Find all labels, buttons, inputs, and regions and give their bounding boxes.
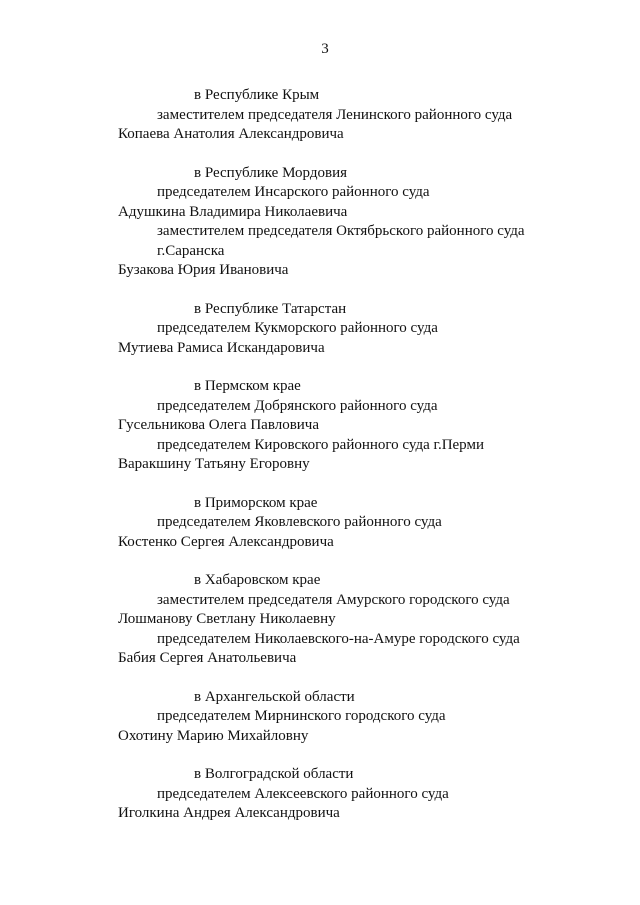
position-line: председателем Добрянского районного суда	[157, 397, 438, 414]
position-line: заместителем председателя Октябрьского районного суда	[157, 223, 525, 239]
position-line: заместителем председателя Амурского городского суда	[157, 591, 510, 608]
person-name: Адушкина Владимира Николаевича	[118, 203, 348, 220]
position-line: председателем Кировского районного суда г.Перми	[157, 436, 484, 453]
person-name: Лошманову Светлану Николаевну	[118, 611, 336, 627]
region-heading: в Хабаровском крае	[194, 572, 321, 588]
person-name: Мутиева Рамиса Искандаровича	[118, 339, 325, 356]
section-volgograd-oblast	[118, 765, 588, 824]
person-name: Охотину Марию Михайловну	[118, 727, 309, 744]
position-line: председателем Яковлевского районного суда	[157, 514, 442, 530]
position-line: председателем Мирнинского городского суда	[157, 708, 446, 724]
position-line: председателем Кукморского районного суда	[157, 320, 438, 336]
position-line: председателем Николаевского-на-Амуре городского суда	[157, 630, 520, 647]
region-heading: в Архангельской области	[194, 688, 355, 705]
section-republic-tatarstan	[118, 300, 588, 359]
section-khabarovsk-krai	[118, 571, 588, 669]
person-name: Иголкина Андрея Александровича	[118, 805, 340, 821]
region-heading: в Пермском крае	[194, 378, 301, 394]
position-line: председателем Алексеевского районного суда	[157, 785, 449, 802]
region-heading: в Республике Татарстан	[194, 300, 347, 317]
region-heading: в Волгоградской области	[194, 766, 354, 782]
person-name: Копаева Анатолия Александровича	[118, 126, 344, 142]
position-line: председателем Инсарского районного суда	[157, 184, 430, 200]
position-line: заместителем председателя Ленинского районного суда	[157, 106, 513, 123]
region-heading: в Республике Крым	[194, 87, 320, 103]
person-name: Варакшину Татьяну Егоровну	[118, 456, 310, 472]
region-heading: в Республике Мордовия	[194, 164, 347, 181]
person-name: Бабия Сергея Анатольевича	[118, 650, 297, 666]
person-name: Гусельникова Олега Павловича	[118, 417, 320, 433]
section-perm-krai	[118, 377, 588, 475]
region-heading: в Приморском крае	[194, 494, 318, 511]
section-arkhangelsk-oblast	[118, 688, 588, 747]
appointments-list	[118, 86, 588, 843]
person-name: Костенко Сергея Александровича	[118, 533, 334, 550]
section-primorsky-krai	[118, 494, 588, 553]
position-line-continuation: г.Саранска	[157, 242, 225, 259]
section-republic-mordovia	[118, 164, 588, 281]
section-republic-crimea	[118, 86, 588, 145]
person-name: Бузакова Юрия Ивановича	[118, 262, 289, 278]
page-number: 3	[321, 41, 329, 57]
